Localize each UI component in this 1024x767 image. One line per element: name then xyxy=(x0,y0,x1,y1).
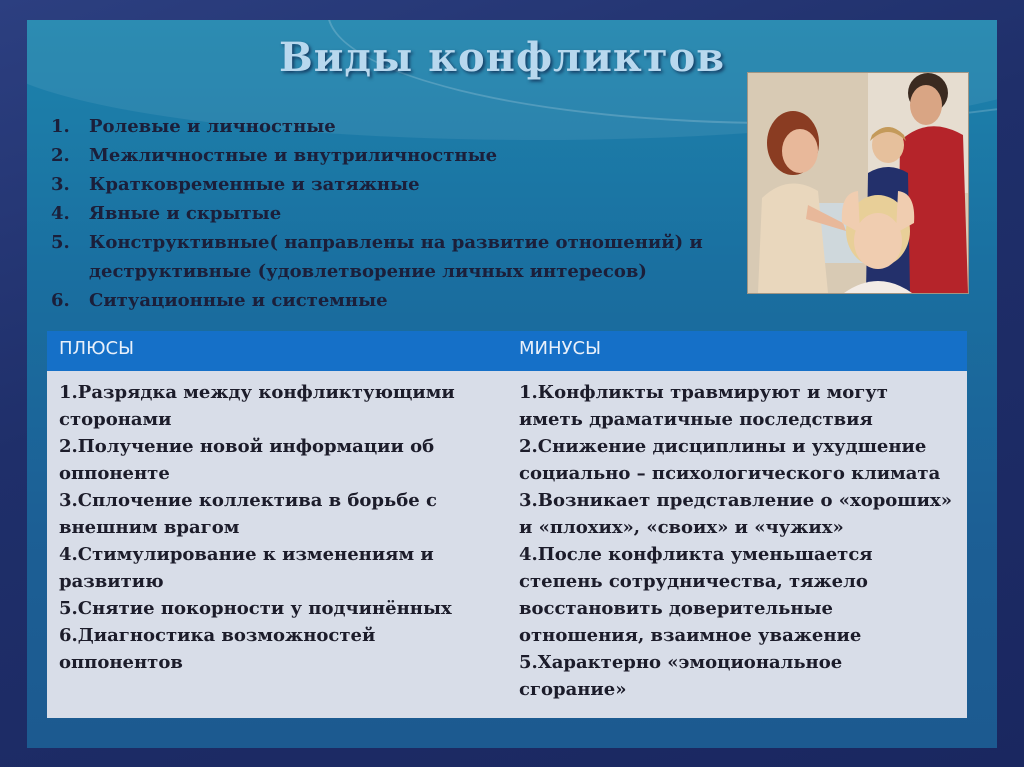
cons-item: 4.После конфликта уменьшается степень сотрудничества, тяжело восстановить доверительные отношения, взаимное уважение xyxy=(519,544,873,646)
list-item xyxy=(51,228,741,286)
pros-item: 5.Снятие покорности у подчинённых xyxy=(59,598,452,619)
pros-column xyxy=(47,379,507,703)
item-number: 4. xyxy=(51,203,70,224)
cons-column xyxy=(507,379,967,703)
family-conflict-photo xyxy=(747,72,969,294)
cons-item: 3.Возникает представление о «хороших» и «плохих», «своих» и «чужих» xyxy=(519,490,952,538)
item-text: Явные и скрытые xyxy=(89,203,282,224)
item-number: 1. xyxy=(51,116,70,137)
slide xyxy=(27,20,997,748)
table-body xyxy=(47,371,967,703)
item-text: Межличностные и внутриличностные xyxy=(89,145,498,166)
item-text: Ролевые и личностные xyxy=(89,116,336,137)
table-header xyxy=(47,331,967,371)
item-text: Ситуационные и системные xyxy=(89,290,388,311)
list-item xyxy=(51,199,741,228)
list-item xyxy=(51,170,741,199)
item-text: Кратковременные и затяжные xyxy=(89,174,420,195)
item-number: 2. xyxy=(51,145,70,166)
slide-title: Виды конфликтов xyxy=(278,34,726,81)
list-item xyxy=(51,141,741,170)
cons-item: 2.Снижение дисциплины и ухудшение социально – психологического климата xyxy=(519,436,941,484)
pros-item: 3.Сплочение коллектива в борьбе с внешним врагом xyxy=(59,490,437,538)
item-text: Конструктивные( направлены на развитие отношений) и деструктивные (удовлетворение личных интересов) xyxy=(89,232,703,282)
cons-item: 5.Характерно «эмоциональное сгорание» xyxy=(519,652,843,700)
item-number: 6. xyxy=(51,290,70,311)
list-item xyxy=(51,286,741,315)
conflict-kinds-list xyxy=(51,112,741,315)
photo-illustration xyxy=(748,73,968,293)
cons-item: 1.Конфликты травмируют и могут иметь драматичные последствия xyxy=(519,382,888,430)
item-number: 3. xyxy=(51,174,70,195)
pros-item: 4.Стимулирование к изменениям и развитию xyxy=(59,544,434,592)
pros-item: 2.Получение новой информации об оппоненте xyxy=(59,436,435,484)
pros-header: ПЛЮСЫ xyxy=(59,338,134,359)
list-item xyxy=(51,112,741,141)
pros-cons-table xyxy=(47,331,967,718)
pros-item: 6.Диагностика возможностей оппонентов xyxy=(59,625,376,673)
cons-header: МИНУСЫ xyxy=(519,338,601,359)
pros-item: 1.Разрядка между конфликтующими сторонами xyxy=(59,382,455,430)
item-number: 5. xyxy=(51,232,70,253)
